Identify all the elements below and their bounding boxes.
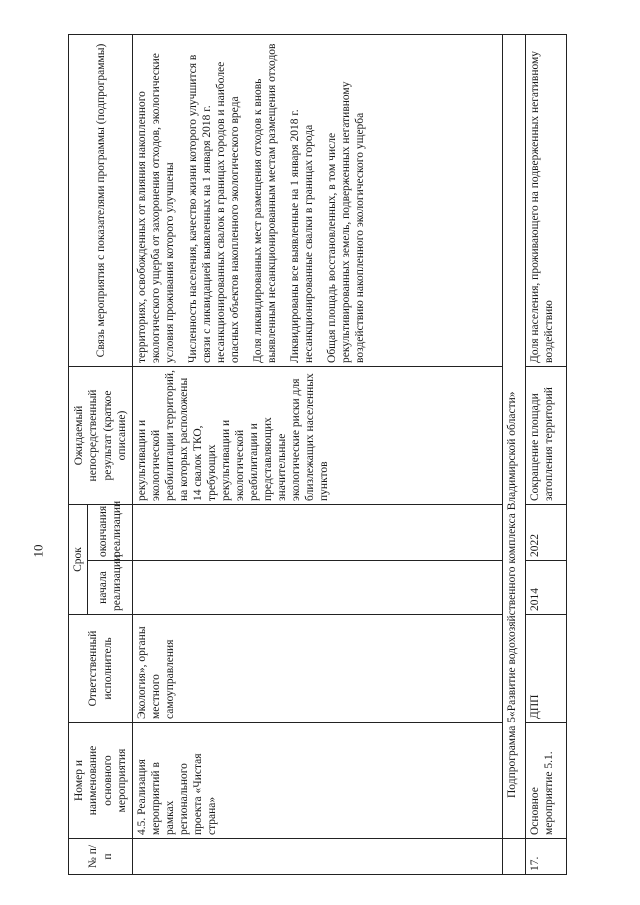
row-num	[133, 839, 503, 875]
header-term: Срок	[69, 504, 88, 614]
link-text-5: Общая площадь восстановленных, в том числе рекультивированных земель, подверженных негативному воздействию накопленного экологического ущерба	[326, 81, 367, 363]
page-number: 10	[30, 544, 46, 558]
header-term-end: окончания реализации	[88, 504, 133, 560]
subprogram-row	[503, 34, 526, 874]
header-row	[69, 34, 88, 874]
table-row	[133, 34, 503, 874]
link-text-2: Численность населения, качество жизни которого улучшится в связи с ликвидацией выявленных на 1 января 2018 г. несанкционированных свалок в границах городов и наиболее опасных объектов накопленного экологического вреда	[187, 54, 242, 363]
row-start: 2014	[526, 561, 567, 615]
row-link	[133, 34, 503, 366]
row-num: 17.	[526, 839, 567, 875]
row-executor: Экология», органы местного самоуправления	[133, 615, 503, 723]
header-link: Связь мероприятия с показателями программы (подпрограммы)	[69, 34, 133, 366]
row-measure-name: Основное мероприятие 5.1.	[526, 723, 567, 839]
row-measure-name: 4.5. Реализация мероприятий в рамках регионального проекта «Чистая страна»	[133, 723, 503, 839]
header-executor: Ответственный исполнитель	[69, 615, 133, 723]
row-executor: ДПП	[526, 615, 567, 723]
header-num: № п/п	[69, 839, 133, 875]
row-start	[133, 561, 503, 615]
row-end: 2022	[526, 504, 567, 560]
subprogram-title: Подпрограмма 5«Развитие водохозяйственного комплекса Владимирской области»	[503, 34, 526, 838]
link-text-4: Ликвидированы все выявленные на 1 января 2018 г. несанкционированные свалки в границах города	[289, 109, 316, 363]
row-result: Сокращение площади затопления территорий	[526, 366, 567, 504]
link-text-3: Доля ликвидированных мест размещения отходов к вновь выявленным несанкционированным местам размещения отходов	[252, 43, 279, 363]
row-end	[133, 504, 503, 560]
header-result: Ожидаемый непосредственный результат (краткое описание)	[69, 366, 133, 504]
table-row	[526, 34, 567, 874]
header-term-start: начала реализации	[88, 561, 133, 615]
row-link: Доля населения, проживающего на подверженных негативному воздействию	[526, 34, 567, 366]
row-result: рекультивации и экологической реабилитации территорий, на которых расположены 14 свалок ТКО, требующих рекультивации и экологической реабилитации и представляющих значительные экологические риски для близлежащих населенных пунктов	[133, 366, 503, 504]
measures-table	[68, 34, 567, 875]
header-name: Номер и наименование основного мероприятия	[69, 723, 133, 839]
rotated-page	[68, 35, 616, 875]
link-text-1: территориях, освобожденных от влияния накопленного экологического ущерба от захоронения отходов, экологические условия проживания которого улучшены	[136, 53, 177, 363]
